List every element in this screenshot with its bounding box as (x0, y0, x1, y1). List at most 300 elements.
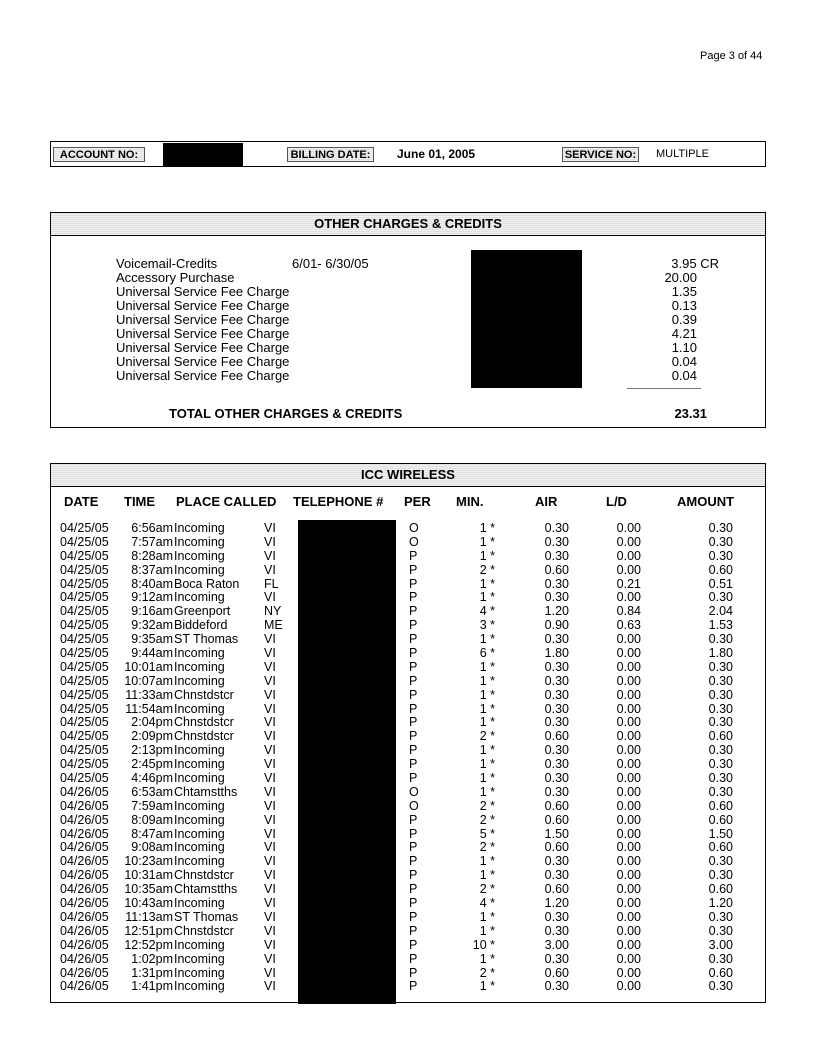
call-date: 04/26/05 (60, 812, 109, 827)
call-ld: 0.00 (616, 771, 641, 786)
call-minutes: 1 * (479, 868, 495, 883)
call-ld: 0.00 (616, 854, 641, 869)
call-air: 0.60 (544, 840, 569, 855)
call-ld: 0.84 (616, 604, 641, 619)
call-period: P (409, 548, 418, 563)
call-time: 7:57am (131, 534, 173, 549)
call-time: 11:54am (125, 701, 173, 716)
call-period: P (409, 771, 418, 786)
call-row (51, 953, 765, 967)
call-place: Incoming (174, 646, 225, 661)
call-date: 04/25/05 (60, 590, 109, 605)
call-state: VI (264, 743, 276, 758)
call-date: 04/25/05 (60, 604, 109, 619)
call-amount: 0.60 (708, 812, 733, 827)
call-amount: 0.30 (708, 590, 733, 605)
call-minutes: 6 * (479, 646, 495, 661)
call-state: VI (264, 771, 276, 786)
call-amount: 2.04 (708, 604, 733, 619)
call-minutes: 2 * (479, 812, 495, 827)
call-air: 0.60 (544, 965, 569, 980)
call-date: 04/25/05 (60, 729, 109, 744)
call-period: P (409, 909, 418, 924)
call-period: P (409, 715, 418, 730)
other-charge-desc: Universal Service Fee Charge (116, 354, 290, 369)
col-min: MIN. (456, 494, 484, 509)
call-amount: 0.30 (708, 784, 733, 799)
call-date: 04/25/05 (60, 743, 109, 758)
call-amount: 0.30 (708, 868, 733, 883)
call-amount: 0.60 (708, 798, 733, 813)
call-place: Incoming (174, 854, 225, 869)
call-minutes: 1 * (479, 909, 495, 924)
call-minutes: 1 * (479, 659, 495, 674)
call-period: P (409, 965, 418, 980)
call-date: 04/25/05 (60, 757, 109, 772)
call-amount: 0.30 (708, 771, 733, 786)
call-ld: 0.00 (616, 701, 641, 716)
call-state: VI (264, 826, 276, 841)
call-time: 1:41pm (131, 979, 173, 994)
call-time: 2:45pm (131, 757, 173, 772)
call-place: Incoming (174, 937, 225, 952)
call-row (51, 716, 765, 730)
call-air: 0.60 (544, 812, 569, 827)
call-ld: 0.00 (616, 687, 641, 702)
call-amount: 0.60 (708, 840, 733, 855)
call-air: 0.30 (544, 632, 569, 647)
call-time: 10:07am (124, 673, 173, 688)
other-charge-desc: Universal Service Fee Charge (116, 340, 290, 355)
call-minutes: 1 * (479, 784, 495, 799)
call-air: 0.30 (544, 576, 569, 591)
call-date: 04/25/05 (60, 562, 109, 577)
call-minutes: 1 * (479, 534, 495, 549)
call-date: 04/25/05 (60, 646, 109, 661)
call-air: 0.30 (544, 909, 569, 924)
call-time: 7:59am (131, 798, 173, 813)
call-place: Boca Raton (174, 576, 240, 591)
other-charge-desc: Universal Service Fee Charge (116, 298, 290, 313)
call-row (51, 925, 765, 939)
call-date: 04/25/05 (60, 715, 109, 730)
call-air: 0.90 (544, 618, 569, 633)
call-row (51, 786, 765, 800)
call-minutes: 1 * (479, 951, 495, 966)
call-place: Chnstdstcr (174, 715, 234, 730)
other-charge-amount: 4.21 (671, 326, 697, 341)
call-place: Incoming (174, 757, 225, 772)
call-place: Greenport (174, 604, 231, 619)
other-charges-title: OTHER CHARGES & CREDITS (51, 213, 765, 236)
call-place: Incoming (174, 562, 225, 577)
call-date: 04/25/05 (60, 659, 109, 674)
call-time: 6:56am (131, 521, 173, 535)
account-info-bar (50, 141, 766, 167)
account-no-label: ACCOUNT NO: (53, 147, 145, 162)
call-state: VI (264, 798, 276, 813)
call-minutes: 1 * (479, 687, 495, 702)
call-place: Incoming (174, 896, 225, 911)
call-air: 0.30 (544, 521, 569, 535)
call-row (51, 633, 765, 647)
call-period: P (409, 854, 418, 869)
call-ld: 0.63 (616, 618, 641, 633)
call-state: VI (264, 896, 276, 911)
call-ld: 0.21 (616, 576, 641, 591)
call-minutes: 2 * (479, 840, 495, 855)
call-minutes: 1 * (479, 632, 495, 647)
call-amount: 0.30 (708, 534, 733, 549)
call-date: 04/26/05 (60, 826, 109, 841)
call-row (51, 591, 765, 605)
call-state: VI (264, 632, 276, 647)
call-ld: 0.00 (616, 979, 641, 994)
call-amount: 0.60 (708, 562, 733, 577)
call-amount: 0.30 (708, 715, 733, 730)
call-row (51, 828, 765, 842)
other-charge-period: 6/01- 6/30/05 (292, 256, 369, 271)
call-row (51, 980, 765, 994)
call-minutes: 4 * (479, 896, 495, 911)
call-period: O (409, 521, 419, 535)
call-air: 0.60 (544, 729, 569, 744)
call-state: VI (264, 701, 276, 716)
billing-date-value: June 01, 2005 (397, 147, 476, 161)
call-row (51, 758, 765, 772)
call-state: VI (264, 590, 276, 605)
call-amount: 0.30 (708, 923, 733, 938)
total-other-charges-value: 23.31 (674, 406, 707, 421)
call-row (51, 536, 765, 550)
call-row (51, 675, 765, 689)
call-state: VI (264, 951, 276, 966)
call-ld: 0.00 (616, 951, 641, 966)
call-period: P (409, 562, 418, 577)
call-date: 04/26/05 (60, 937, 109, 952)
call-minutes: 1 * (479, 521, 495, 535)
call-date: 04/25/05 (60, 534, 109, 549)
call-date: 04/26/05 (60, 854, 109, 869)
call-minutes: 4 * (479, 604, 495, 619)
call-minutes: 1 * (479, 923, 495, 938)
call-period: P (409, 729, 418, 744)
call-amount: 0.51 (708, 576, 733, 591)
call-place: ST Thomas (174, 632, 239, 647)
call-period: P (409, 951, 418, 966)
call-time: 8:40am (131, 576, 173, 591)
call-air: 0.30 (544, 771, 569, 786)
call-minutes: 1 * (479, 771, 495, 786)
call-ld: 0.00 (616, 715, 641, 730)
call-time: 11:13am (125, 909, 173, 924)
other-charge-amount: 3.95 CR (671, 256, 719, 271)
call-period: O (409, 534, 419, 549)
call-time: 1:02pm (131, 951, 173, 966)
call-air: 0.30 (544, 979, 569, 994)
icc-wireless-section (50, 463, 766, 1003)
call-row (51, 689, 765, 703)
call-period: O (409, 798, 419, 813)
call-time: 8:47am (131, 826, 173, 841)
call-date: 04/26/05 (60, 979, 109, 994)
call-ld: 0.00 (616, 784, 641, 799)
call-state: VI (264, 854, 276, 869)
call-place: Incoming (174, 826, 225, 841)
call-air: 0.30 (544, 701, 569, 716)
call-air: 0.30 (544, 590, 569, 605)
call-row (51, 661, 765, 675)
call-row (51, 522, 765, 536)
call-ld: 0.00 (616, 562, 641, 577)
call-date: 04/25/05 (60, 673, 109, 688)
call-air: 0.30 (544, 923, 569, 938)
other-charge-amount: 1.10 (671, 340, 697, 355)
call-state: VI (264, 937, 276, 952)
call-time: 10:35am (124, 882, 173, 897)
call-amount: 0.30 (708, 548, 733, 563)
call-place: Incoming (174, 521, 225, 535)
call-ld: 0.00 (616, 896, 641, 911)
call-amount: 0.30 (708, 701, 733, 716)
call-time: 2:04pm (131, 715, 173, 730)
billing-date-label: BILLING DATE: (287, 147, 374, 162)
call-ld: 0.00 (616, 798, 641, 813)
col-date: DATE (64, 494, 99, 509)
call-time: 10:31am (124, 868, 173, 883)
call-row (51, 605, 765, 619)
call-amount: 0.30 (708, 951, 733, 966)
call-minutes: 1 * (479, 854, 495, 869)
other-charge-desc: Universal Service Fee Charge (116, 368, 290, 383)
call-minutes: 1 * (479, 715, 495, 730)
call-ld: 0.00 (616, 659, 641, 674)
call-air: 3.00 (544, 937, 569, 952)
account-no-redaction (163, 143, 243, 167)
other-charge-desc: Universal Service Fee Charge (116, 312, 290, 327)
call-place: Chnstdstcr (174, 687, 234, 702)
call-ld: 0.00 (616, 673, 641, 688)
call-period: P (409, 659, 418, 674)
other-charges-section (50, 212, 766, 428)
call-air: 0.30 (544, 951, 569, 966)
call-minutes: 10 * (472, 937, 495, 952)
call-date: 04/25/05 (60, 687, 109, 702)
call-air: 0.60 (544, 562, 569, 577)
call-amount: 0.30 (708, 979, 733, 994)
call-air: 0.30 (544, 534, 569, 549)
call-row (51, 911, 765, 925)
call-air: 0.30 (544, 548, 569, 563)
call-period: P (409, 937, 418, 952)
other-charge-desc: Universal Service Fee Charge (116, 284, 290, 299)
call-minutes: 1 * (479, 548, 495, 563)
service-no-label: SERVICE NO: (562, 147, 639, 162)
call-place: Biddeford (174, 618, 228, 633)
call-period: P (409, 618, 418, 633)
call-place: Incoming (174, 798, 225, 813)
call-place: Incoming (174, 534, 225, 549)
call-amount: 0.30 (708, 521, 733, 535)
call-air: 0.30 (544, 784, 569, 799)
call-time: 9:16am (131, 604, 173, 619)
call-place: Incoming (174, 590, 225, 605)
other-charges-redaction (471, 250, 582, 388)
call-state: VI (264, 757, 276, 772)
call-state: VI (264, 909, 276, 924)
call-row (51, 897, 765, 911)
other-charge-desc: Accessory Purchase (116, 270, 235, 285)
call-air: 0.30 (544, 868, 569, 883)
call-air: 0.30 (544, 757, 569, 772)
call-state: VI (264, 673, 276, 688)
call-period: P (409, 896, 418, 911)
page-number: Page 3 of 44 (700, 50, 763, 62)
call-place: Chtamstths (174, 784, 238, 799)
call-date: 04/26/05 (60, 923, 109, 938)
call-ld: 0.00 (616, 521, 641, 535)
call-date: 04/26/05 (60, 965, 109, 980)
call-minutes: 5 * (479, 826, 495, 841)
call-time: 10:23am (124, 854, 173, 869)
call-period: P (409, 701, 418, 716)
call-period: P (409, 882, 418, 897)
call-ld: 0.00 (616, 840, 641, 855)
call-ld: 0.00 (616, 965, 641, 980)
call-row (51, 744, 765, 758)
call-period: P (409, 604, 418, 619)
call-minutes: 1 * (479, 701, 495, 716)
other-charge-amount: 1.35 (671, 284, 697, 299)
call-ld: 0.00 (616, 868, 641, 883)
call-date: 04/26/05 (60, 896, 109, 911)
call-amount: 0.30 (708, 632, 733, 647)
call-place: Chnstdstcr (174, 923, 234, 938)
call-time: 6:53am (131, 784, 173, 799)
icc-wireless-title: ICC WIRELESS (51, 464, 765, 487)
call-time: 2:09pm (131, 729, 173, 744)
call-state: VI (264, 521, 276, 535)
col-amount: AMOUNT (677, 494, 735, 509)
call-ld: 0.00 (616, 646, 641, 661)
call-place: Chtamstths (174, 882, 238, 897)
call-period: P (409, 743, 418, 758)
other-charge-desc: Universal Service Fee Charge (116, 326, 290, 341)
call-place: Incoming (174, 979, 225, 994)
call-air: 1.80 (544, 646, 569, 661)
call-amount: 0.30 (708, 687, 733, 702)
col-time: TIME (124, 494, 156, 509)
call-date: 04/25/05 (60, 701, 109, 716)
call-place: Incoming (174, 548, 225, 563)
call-amount: 1.50 (708, 826, 733, 841)
call-row (51, 578, 765, 592)
call-row (51, 647, 765, 661)
call-row (51, 967, 765, 981)
call-period: P (409, 687, 418, 702)
call-state: VI (264, 548, 276, 563)
call-amount: 0.30 (708, 757, 733, 772)
call-period: P (409, 576, 418, 591)
call-state: VI (264, 784, 276, 799)
call-ld: 0.00 (616, 757, 641, 772)
call-ld: 0.00 (616, 923, 641, 938)
call-time: 10:01am (124, 659, 173, 674)
call-minutes: 2 * (479, 965, 495, 980)
call-row (51, 772, 765, 786)
call-time: 10:43am (124, 896, 173, 911)
call-minutes: 3 * (479, 618, 495, 633)
call-row (51, 550, 765, 564)
call-state: NY (264, 604, 282, 619)
subtotal-rule (627, 388, 701, 389)
call-ld: 0.00 (616, 632, 641, 647)
call-air: 0.30 (544, 743, 569, 758)
call-state: VI (264, 687, 276, 702)
call-row (51, 869, 765, 883)
other-charge-amount: 0.39 (671, 312, 697, 327)
call-place: Incoming (174, 673, 225, 688)
call-row (51, 939, 765, 953)
call-date: 04/25/05 (60, 771, 109, 786)
call-state: VI (264, 646, 276, 661)
call-place: Incoming (174, 743, 225, 758)
call-time: 9:44am (131, 646, 173, 661)
call-time: 9:08am (131, 840, 173, 855)
call-state: VI (264, 882, 276, 897)
call-air: 0.60 (544, 798, 569, 813)
call-air: 1.50 (544, 826, 569, 841)
call-period: P (409, 646, 418, 661)
call-time: 4:46pm (131, 771, 173, 786)
call-time: 8:37am (131, 562, 173, 577)
call-time: 12:52pm (124, 937, 173, 952)
call-date: 04/26/05 (60, 868, 109, 883)
call-state: VI (264, 840, 276, 855)
call-place: Incoming (174, 951, 225, 966)
call-period: P (409, 812, 418, 827)
call-period: P (409, 590, 418, 605)
call-state: VI (264, 534, 276, 549)
call-state: VI (264, 965, 276, 980)
call-air: 0.60 (544, 882, 569, 897)
call-state: VI (264, 812, 276, 827)
call-air: 0.30 (544, 659, 569, 674)
call-state: VI (264, 729, 276, 744)
call-row (51, 814, 765, 828)
call-minutes: 1 * (479, 757, 495, 772)
call-row (51, 800, 765, 814)
call-row (51, 855, 765, 869)
call-minutes: 2 * (479, 729, 495, 744)
call-ld: 0.00 (616, 812, 641, 827)
call-state: ME (264, 618, 283, 633)
call-ld: 0.00 (616, 743, 641, 758)
call-date: 04/25/05 (60, 632, 109, 647)
call-row (51, 703, 765, 717)
call-row (51, 841, 765, 855)
other-charge-amount: 0.04 (671, 354, 697, 369)
call-period: P (409, 757, 418, 772)
call-period: P (409, 923, 418, 938)
call-period: O (409, 784, 419, 799)
call-minutes: 2 * (479, 798, 495, 813)
call-time: 8:09am (131, 812, 173, 827)
call-minutes: 1 * (479, 743, 495, 758)
call-time: 11:33am (125, 687, 173, 702)
call-amount: 1.20 (708, 896, 733, 911)
call-state: VI (264, 715, 276, 730)
